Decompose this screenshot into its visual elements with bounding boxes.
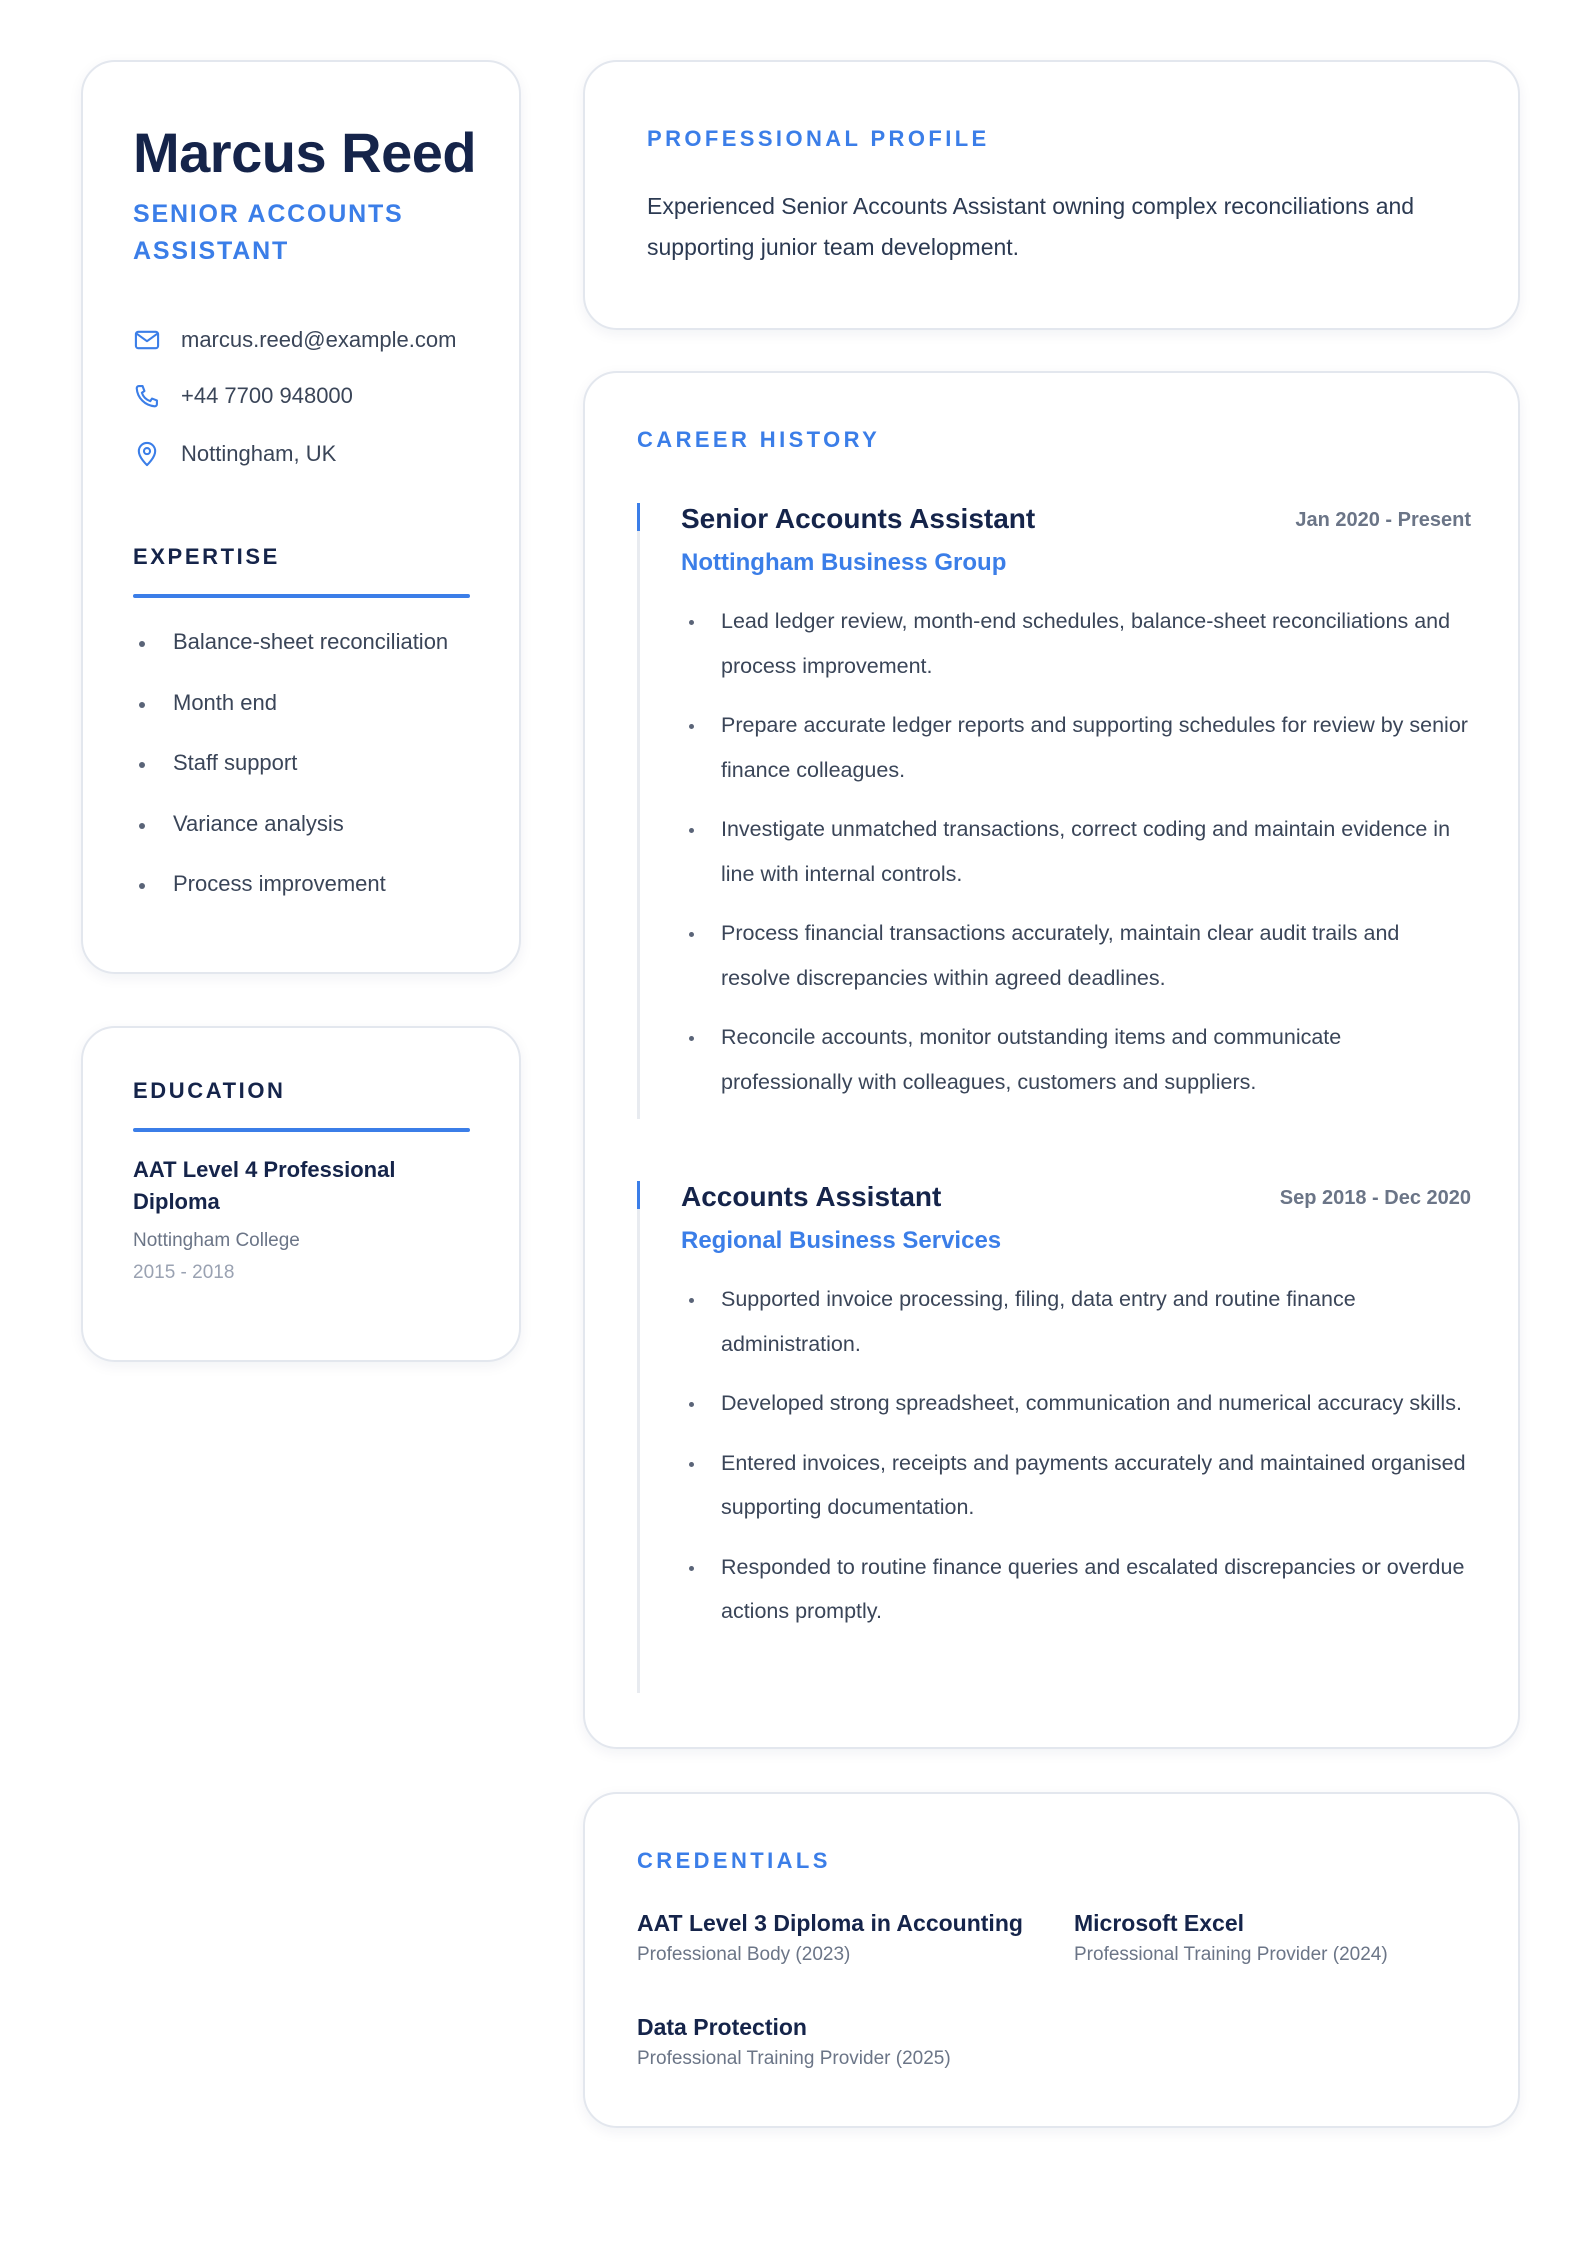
- credential-name: AAT Level 3 Diploma in Accounting: [637, 1910, 1023, 1936]
- job-bullet: Reconcile accounts, monitor outstanding items and communicate professionally with colleagues, customers and suppliers.: [681, 1015, 1471, 1104]
- job-company: Nottingham Business Group: [681, 549, 1007, 576]
- education-card: [81, 1026, 521, 1362]
- credential-item: [637, 1908, 1057, 1968]
- education-heading: EDUCATION: [133, 1078, 286, 1103]
- profile-text: Experienced Senior Accounts Assistant owning complex reconciliations and supporting junior team development.: [647, 193, 1415, 260]
- profile-heading: PROFESSIONAL PROFILE: [647, 126, 990, 151]
- timeline-bar: [637, 1181, 640, 1693]
- credential-name: Data Protection: [637, 2014, 807, 2040]
- contact-location-row: [133, 438, 493, 470]
- person-name: Marcus Reed: [133, 121, 477, 184]
- job-bullet: Prepare accurate ledger reports and supporting schedules for review by senior finance colleagues.: [681, 703, 1471, 792]
- credential-item: [637, 2012, 1057, 2072]
- mail-icon: [133, 326, 161, 354]
- identity-card: [81, 60, 521, 974]
- location-pin-icon: [133, 440, 161, 468]
- job-bullet: Entered invoices, receipts and payments accurately and maintained organised supporting documentation.: [681, 1441, 1471, 1530]
- expertise-item: Variance analysis: [133, 809, 473, 870]
- contact-phone-row[interactable]: [133, 380, 493, 412]
- contact-phone[interactable]: +44 7700 948000: [181, 383, 353, 408]
- credential-issuer: Professional Body (2023): [637, 1944, 851, 1965]
- job-title: Senior Accounts Assistant: [681, 503, 1036, 534]
- profile-card: [583, 60, 1520, 330]
- career-heading: CAREER HISTORY: [637, 427, 881, 452]
- expertise-item: Month end: [133, 688, 473, 749]
- education-divider: [133, 1128, 470, 1132]
- job-dates: Jan 2020 - Present: [1295, 509, 1471, 531]
- job-entry: [637, 503, 1471, 1119]
- expertise-list: [133, 627, 473, 930]
- credentials-heading: CREDENTIALS: [637, 1848, 831, 1873]
- credential-issuer: Professional Training Provider (2024): [1074, 1944, 1388, 1965]
- job-bullet: Developed strong spreadsheet, communication and numerical accuracy skills.: [681, 1381, 1471, 1426]
- job-bullet: Process financial transactions accurately, maintain clear audit trails and resolve discrepancies within agreed deadlines.: [681, 911, 1471, 1000]
- expertise-item: Balance-sheet reconciliation: [133, 627, 473, 688]
- person-role: SENIOR ACCOUNTS ASSISTANT: [133, 200, 404, 265]
- job-bullets: [681, 599, 1471, 1119]
- timeline-bar: [637, 503, 640, 1119]
- job-bullet: Supported invoice processing, filing, data entry and routine finance administration.: [681, 1277, 1471, 1366]
- expertise-item: Staff support: [133, 748, 473, 809]
- credential-item: [1074, 1908, 1494, 1968]
- education-title: AAT Level 4 Professional Diploma: [133, 1157, 396, 1214]
- expertise-item: Process improvement: [133, 869, 473, 930]
- education-years: 2015 - 2018: [133, 1262, 235, 1283]
- job-title: Accounts Assistant: [681, 1181, 942, 1212]
- contact-location: Nottingham, UK: [181, 441, 337, 466]
- contact-email-row[interactable]: [133, 324, 493, 356]
- job-entry: [637, 1181, 1471, 1693]
- credentials-card: [583, 1792, 1520, 2128]
- education-school: Nottingham College: [133, 1230, 300, 1251]
- job-bullet: Investigate unmatched transactions, correct coding and maintain evidence in line with internal controls.: [681, 807, 1471, 896]
- credential-name: Microsoft Excel: [1074, 1910, 1244, 1936]
- job-company: Regional Business Services: [681, 1227, 1002, 1254]
- job-bullet: Responded to routine finance queries and escalated discrepancies or overdue actions promptly.: [681, 1545, 1471, 1634]
- expertise-divider: [133, 594, 470, 598]
- career-card: [583, 371, 1520, 1749]
- credential-issuer: Professional Training Provider (2025): [637, 2048, 951, 2069]
- phone-icon: [133, 382, 161, 410]
- job-dates: Sep 2018 - Dec 2020: [1279, 1187, 1471, 1209]
- contact-email[interactable]: marcus.reed@example.com: [181, 327, 457, 352]
- job-bullets: [681, 1277, 1471, 1649]
- job-bullet: Lead ledger review, month-end schedules, balance-sheet reconciliations and process improvement.: [681, 599, 1471, 688]
- expertise-heading: EXPERTISE: [133, 544, 280, 569]
